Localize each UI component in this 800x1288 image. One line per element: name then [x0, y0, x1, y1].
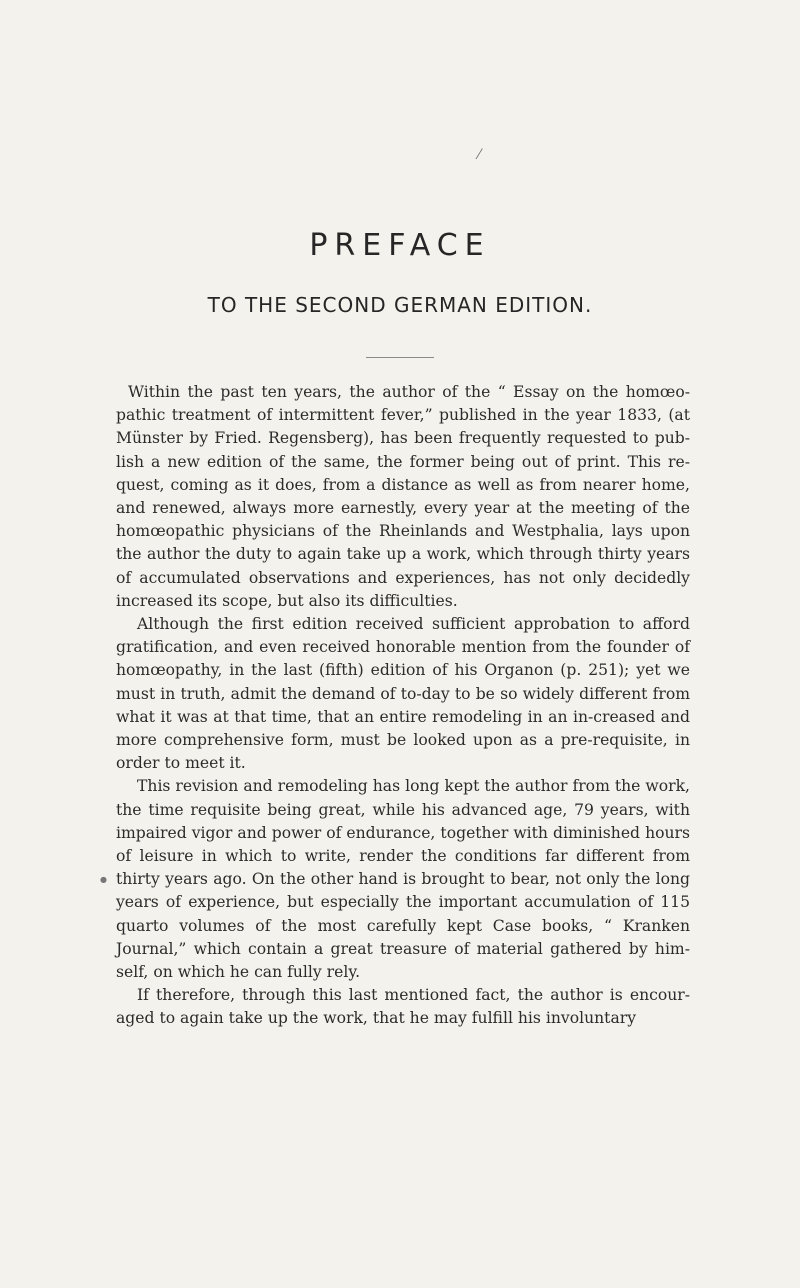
scan-mark: ⁄: [478, 147, 481, 163]
paragraph: Within the past ten years, the author of the “ Essay on the homœo-pathic treatment of intermittent fever,” published in the year 1833, (at Münster by Fried. Regensberg), has been frequently requested to pub-lish a new edition of the same, the former being out of print. This re-quest, coming as it does, from a distance as well as from nearer home, and renewed, always more earnestly, every year at the meeting of the homœopathic physicians of the Rheinlands and Westphalia, lays upon the author the duty to again take up a work, which through thirty years of accumulated observations and experiences, has not only decidedly increased its scope, but also its difficulties.: [116, 383, 690, 610]
page-subtitle: TO THE SECOND GERMAN EDITION.: [207, 293, 593, 317]
paragraph: If therefore, through this last mentioned fact, the author is encour-aged to again take up the work, that he may fulfill his involuntary: [116, 986, 690, 1028]
title-divider: [366, 357, 434, 358]
page-title: PREFACE: [309, 228, 491, 263]
body-text: [116, 381, 690, 1031]
scan-mark: ●: [100, 875, 107, 884]
paragraph: Although the first edition received sufficient approbation to afford gratification, and even received honorable mention from the founder of homœopathy, in the last (fifth) edition of his Organon (p. 251); yet we must in truth, admit the demand of to-day to be so widely different from what it was at that time, that an entire remodeling in an in-creased and more comprehensive form, must be looked upon as a pre-requisite, in order to meet it.: [116, 615, 690, 773]
paragraph: This revision and remodeling has long kept the author from the work, the time requisite being great, while his advanced age, 79 years, with impaired vigor and power of endurance, together with diminished hours of leisure in which to write, render the conditions far different from thirty years ago. On the other hand is brought to bear, not only the long years of experience, but especially the important accumulation of 115 quarto volumes of the most carefully kept Case books, “ Kranken Journal,” which contain a great treasure of material gathered by him-self, on which he can fully rely.: [116, 777, 690, 982]
